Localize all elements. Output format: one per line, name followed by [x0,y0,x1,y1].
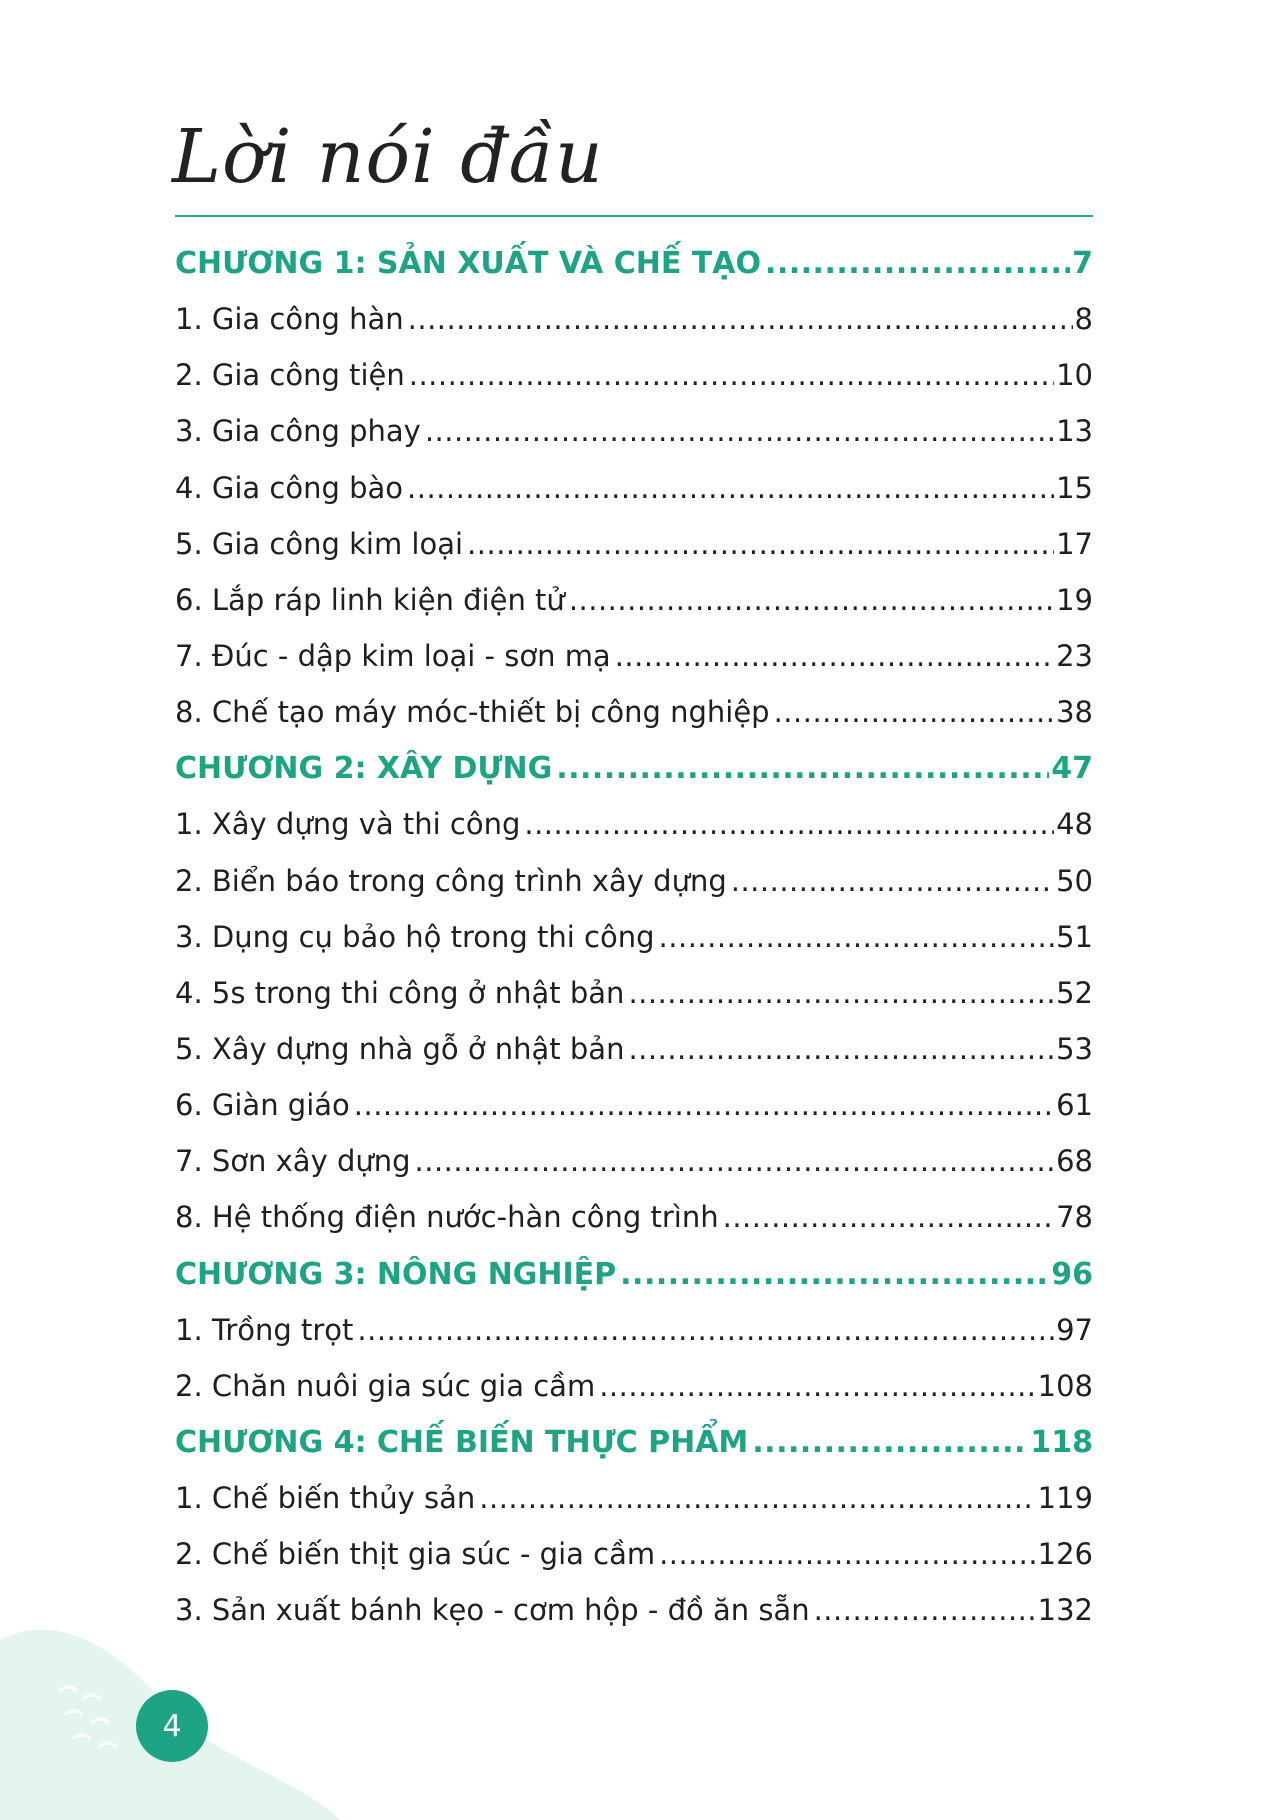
toc-chapter-row[interactable] [175,1257,1093,1313]
page-title: Lời nói đầu [172,114,604,200]
toc-dot-leader [408,302,1073,336]
toc-entry-title: 2. Biển báo trong công trình xây dựng [175,863,727,898]
toc-page-number: 17 [1056,526,1093,561]
toc-dot-leader [569,583,1054,617]
toc-chapter-row[interactable] [175,1425,1093,1481]
toc-entry-title: 8. Chế tạo máy móc-thiết bị công nghiệp [175,695,770,730]
toc-entry-row[interactable] [175,471,1093,527]
toc-entry-title: 1. Chế biến thủy sản [175,1481,476,1516]
toc-entry-row[interactable] [175,976,1093,1032]
toc-entry-row[interactable] [175,864,1093,920]
toc-entry-row[interactable] [175,807,1093,863]
toc-dot-leader [599,1369,1035,1403]
toc-dot-leader [479,1481,1035,1515]
toc-dot-leader [357,1313,1054,1347]
toc-entry-row[interactable] [175,414,1093,470]
toc-page-number: 8 [1074,302,1093,337]
toc-page-number: 61 [1056,1088,1093,1123]
title-divider [175,215,1093,217]
toc-entry-row[interactable] [175,302,1093,358]
toc-dot-leader [628,976,1054,1010]
toc-dot-leader [752,1425,1028,1460]
toc-page-number: 19 [1056,582,1093,617]
toc-entry-title: 1. Gia công hàn [175,302,404,337]
toc-page-number: 78 [1056,1200,1093,1235]
toc-entry-title: 8. Hệ thống điện nước-hàn công trình [175,1200,719,1235]
toc-page-number: 132 [1037,1593,1093,1628]
toc-chapter-row[interactable] [175,246,1093,302]
toc-dot-leader [556,751,1049,786]
toc-entry-title: 3. Dụng cụ bảo hộ trong thi công [175,919,655,954]
toc-page-number: 118 [1030,1424,1093,1460]
toc-entry-title: 5. Xây dựng nhà gỗ ở nhật bản [175,1031,625,1066]
toc-page-number: 10 [1056,358,1093,393]
table-of-contents [175,246,1093,1650]
toc-entry-title: 1. Xây dựng và thi công [175,807,521,842]
toc-entry-row[interactable] [175,695,1093,751]
toc-page-number: 96 [1051,1256,1093,1292]
toc-dot-leader [659,1537,1036,1571]
toc-entry-row[interactable] [175,1144,1093,1200]
toc-dot-leader [814,1593,1036,1627]
toc-dot-leader [409,358,1054,392]
toc-entry-row[interactable] [175,1200,1093,1256]
toc-page-number: 52 [1056,975,1093,1010]
toc-dot-leader [524,807,1054,841]
toc-dot-leader [765,246,1070,281]
page-number-badge: 4 [136,1690,208,1762]
toc-page-number: 7 [1072,246,1093,281]
toc-entry-title: 7. Đúc - dập kim loại - sơn mạ [175,638,611,673]
toc-dot-leader [620,1257,1049,1292]
toc-page-number: 68 [1056,1144,1093,1179]
toc-page-number: 50 [1056,863,1093,898]
toc-entry-title: 7. Sơn xây dựng [175,1144,411,1179]
toc-chapter-title: CHƯƠNG 3: NÔNG NGHIỆP [175,1256,617,1292]
toc-entry-title: 6. Lắp ráp linh kiện điện tử [175,582,565,617]
toc-chapter-title: CHƯƠNG 4: CHẾ BIẾN THỰC PHẨM [175,1424,749,1460]
toc-entry-title: 5. Gia công kim loại [175,526,464,561]
toc-chapter-title: CHƯƠNG 1: SẢN XUẤT VÀ CHẾ TẠO [175,246,761,281]
toc-page-number: 23 [1056,638,1093,673]
toc-page-number: 97 [1056,1312,1093,1347]
toc-page-number: 48 [1056,807,1093,842]
toc-page-number: 51 [1056,919,1093,954]
toc-entry-row[interactable] [175,583,1093,639]
toc-dot-leader [774,695,1055,729]
toc-entry-title: 2. Gia công tiện [175,358,405,393]
toc-page-number: 119 [1037,1481,1093,1516]
toc-entry-row[interactable] [175,527,1093,583]
toc-entry-row[interactable] [175,1537,1093,1593]
toc-dot-leader [731,864,1054,898]
toc-entry-title: 3. Gia công phay [175,414,421,449]
toc-dot-leader [425,414,1054,448]
toc-entry-row[interactable] [175,1369,1093,1425]
toc-dot-leader [354,1088,1054,1122]
toc-dot-leader [723,1200,1054,1234]
toc-entry-row[interactable] [175,1481,1093,1537]
toc-entry-title: 3. Sản xuất bánh kẹo - cơm hộp - đồ ăn sẵn [175,1593,810,1628]
toc-entry-title: 4. Gia công bào [175,470,404,505]
toc-entry-title: 1. Trồng trọt [175,1312,354,1347]
toc-entry-title: 6. Giàn giáo [175,1088,350,1123]
toc-page-number: 15 [1056,470,1093,505]
toc-entry-row[interactable] [175,358,1093,414]
toc-entry-title: 2. Chăn nuôi gia súc gia cầm [175,1368,596,1403]
toc-dot-leader [415,1144,1055,1178]
toc-page-number: 38 [1056,695,1093,730]
leaf-blob-icon [0,1620,420,1820]
toc-entry-row[interactable] [175,1313,1093,1369]
toc-page-number: 108 [1037,1368,1093,1403]
toc-dot-leader [628,1032,1054,1066]
toc-page-number: 47 [1051,751,1093,787]
toc-page-number: 126 [1037,1537,1093,1572]
toc-entry-title: 4. 5s trong thi công ở nhật bản [175,975,625,1010]
toc-dot-leader [407,471,1054,505]
toc-entry-row[interactable] [175,639,1093,695]
toc-page-number: 13 [1056,414,1093,449]
toc-entry-row[interactable] [175,1032,1093,1088]
toc-dot-leader [659,920,1055,954]
toc-entry-row[interactable] [175,1088,1093,1144]
toc-entry-title: 2. Chế biến thịt gia súc - gia cầm [175,1537,656,1572]
toc-chapter-row[interactable] [175,751,1093,807]
toc-page-number: 53 [1056,1031,1093,1066]
toc-dot-leader [467,527,1054,561]
toc-entry-row[interactable] [175,920,1093,976]
toc-chapter-title: CHƯƠNG 2: XÂY DỰNG [175,751,553,787]
toc-dot-leader [615,639,1054,673]
